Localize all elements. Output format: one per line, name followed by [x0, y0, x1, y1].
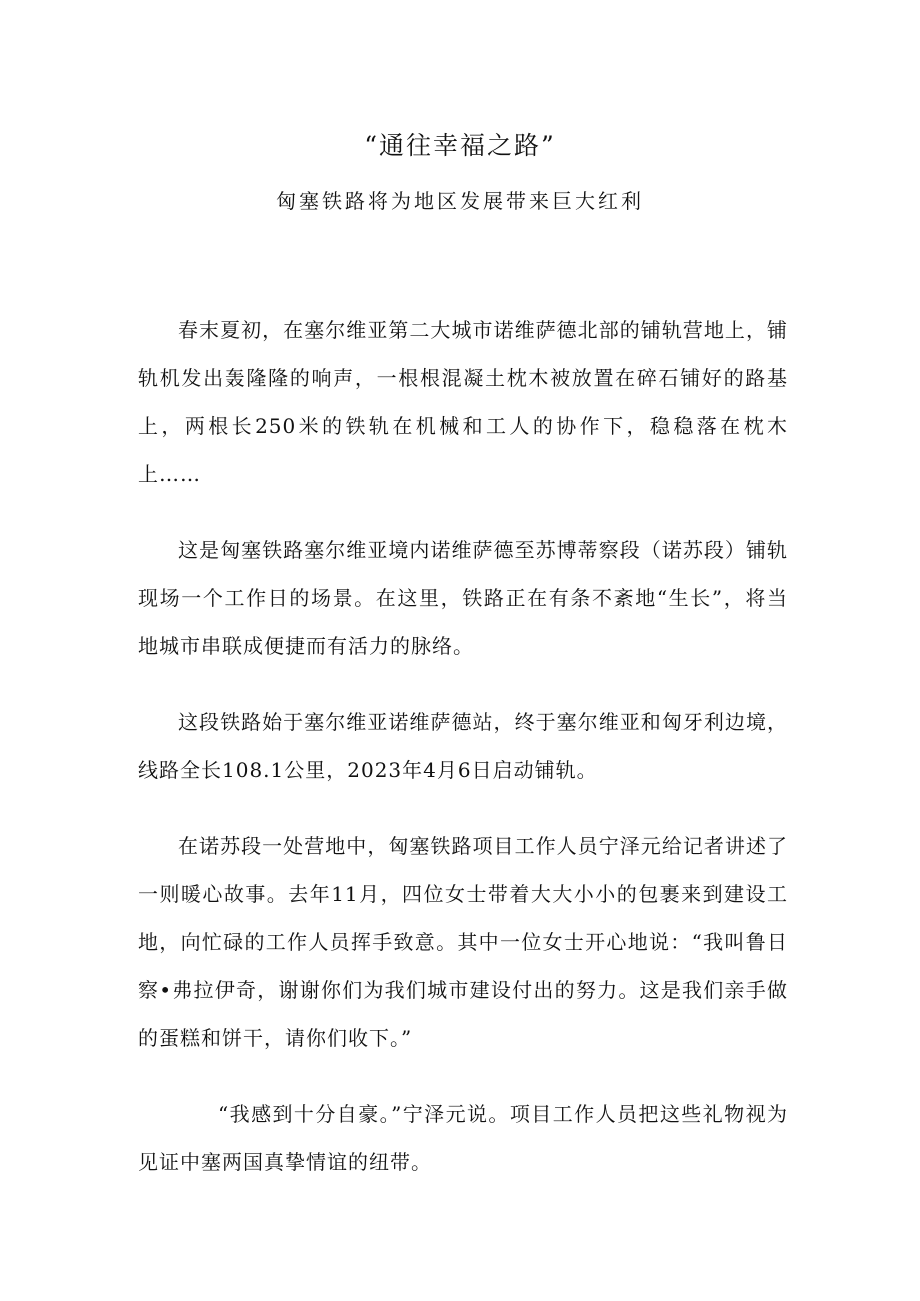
article-title: “通往幸福之路”: [364, 131, 556, 160]
article-subtitle: 匈塞铁路将为地区发展带来巨大红利: [276, 189, 644, 213]
paragraph-5: “我感到十分自豪。”宁泽元说。项目工作人员把这些礼物视为见证中塞两国真挚情谊的纽带。: [138, 1102, 788, 1174]
paragraph-1: 春末夏初，在塞尔维亚第二大城市诺维萨德北部的铺轨营地上，铺轨机发出轰隆隆的响声，一根根混凝土枕木被放置在碎石铺好的路基上，两根长250米的铁轨在机械和工人的协作下，稳稳落在枕木上……: [138, 318, 788, 486]
article-body: [138, 306, 788, 1214]
paragraph-3: 这段铁路始于塞尔维亚诺维萨德站，终于塞尔维亚和匈牙利边境，线路全长108.1公里，2023年4月6日启动铺轨。: [138, 710, 788, 782]
paragraph-4: 在诺苏段一处营地中，匈塞铁路项目工作人员宁泽元给记者讲述了一则暖心故事。去年11月，四位女士带着大大小小的包裹来到建设工地，向忙碌的工作人员挥手致意。其中一位女士开心地说：“我叫鲁日察•弗拉伊奇，谢谢你们为我们城市建设付出的努力。这是我们亲手做的蛋糕和饼干，请你们收下。”: [138, 834, 788, 1050]
paragraph-2: 这是匈塞铁路塞尔维亚境内诺维萨德至苏博蒂察段（诺苏段）铺轨现场一个工作日的场景。在这里，铁路正在有条不紊地“生长”，将当地城市串联成便捷而有活力的脉络。: [138, 538, 788, 658]
